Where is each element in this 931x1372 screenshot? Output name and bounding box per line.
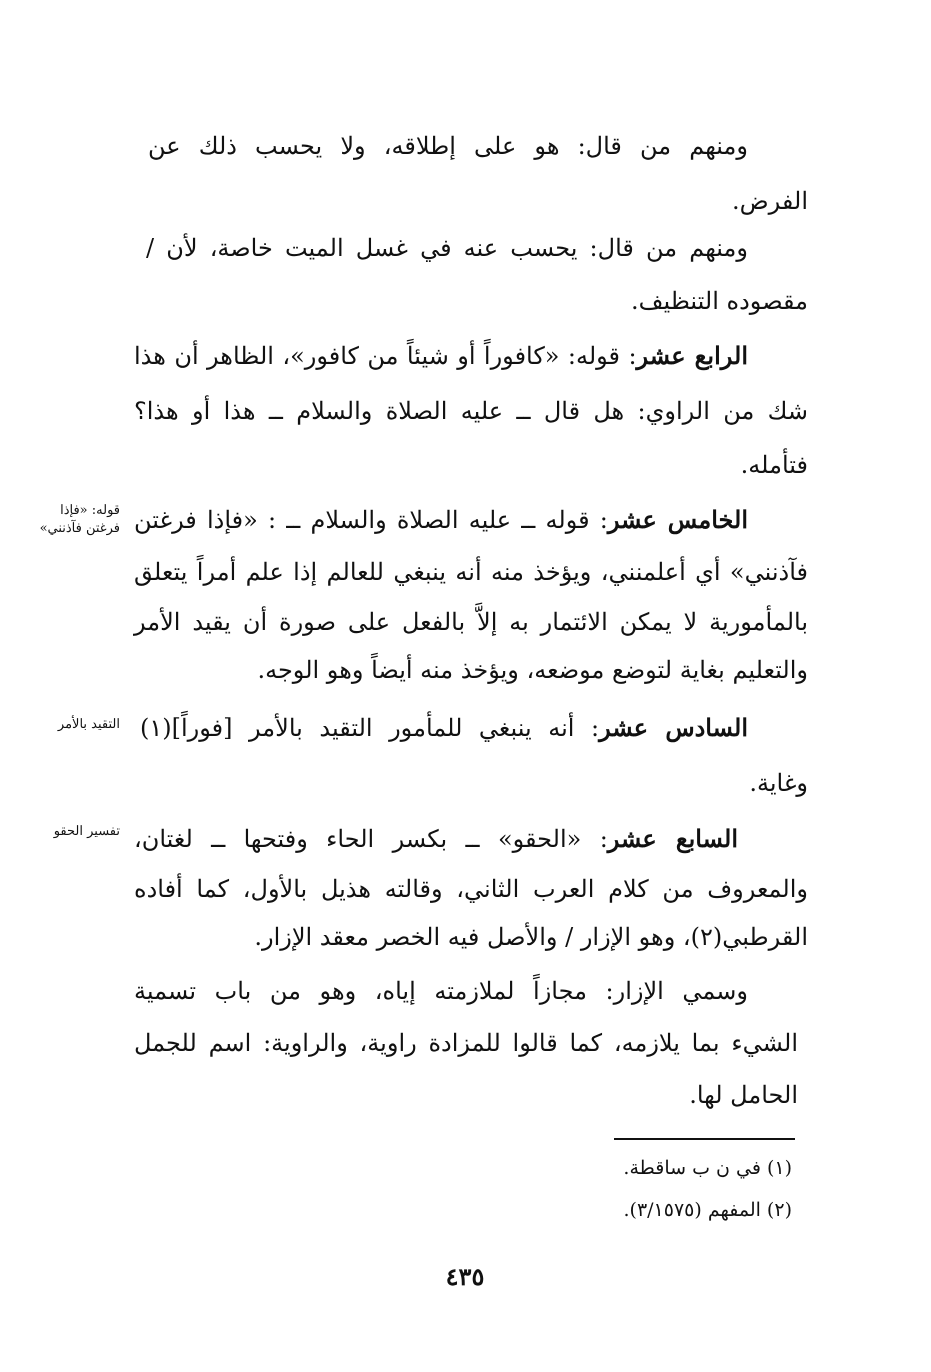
paragraph-4-line-1	[134, 505, 748, 535]
paragraph-2-line-1: ومنهم من قال: يحسب عنه في غسل الميت خاصة، لأن /	[146, 234, 748, 262]
paragraph-3-line-1-text: : قوله: «كافوراً أو شيئاً من كافور»، الظاهر أن هذا	[134, 342, 637, 370]
paragraph-7-line-3: الحامل لها.	[689, 1081, 798, 1109]
paragraph-1-line-1: ومنهم من قال: هو على إطلاقه، ولا يحسب ذلك عن	[148, 132, 748, 160]
margin-note-fariqtun	[22, 502, 120, 538]
paragraph-5-line-1	[140, 713, 748, 743]
footnote-1: (١) في ن ب ساقطة.	[623, 1157, 792, 1179]
paragraph-6-line-1-text: : «الحقو» ــ بكسر الحاء وفتحها ــ لغتان،	[134, 825, 608, 853]
margin-note-line-1: قوله: «فإذا	[60, 503, 120, 518]
paragraph-4-line-1-text: : قوله ــ عليه الصلاة والسلام ــ : «فإذا فرغتن	[134, 506, 608, 534]
section-heading-14: الرابع عشر	[636, 341, 749, 370]
paragraph-5-line-2: وغاية.	[749, 769, 808, 797]
page-number: ٤٣٥	[445, 1262, 485, 1291]
paragraph-1-line-2: الفرض.	[731, 187, 808, 215]
paragraph-3-line-2: شك من الراوي: هل قال ــ عليه الصلاة والسلام ــ هذا أو هذا؟	[134, 397, 808, 425]
paragraph-6-line-1	[134, 824, 738, 854]
footnote-separator	[614, 1138, 795, 1140]
paragraph-4-line-3: بالمأمورية لا يمكن الائتمار به إلاَّ بالفعل على صورة أن يقيد الأمر	[134, 608, 808, 636]
paragraph-4-line-4: والتعليم بغاية لتوضع موضعه، ويؤخذ منه أيضاً وهو الوجه.	[257, 656, 808, 684]
margin-note-haqw: تفسير الحقو	[53, 824, 120, 839]
paragraph-7-line-1: وسمي الإزار: مجازاً لملازمته إياه، وهو من باب تسمية	[134, 977, 748, 1005]
paragraph-2-line-2: مقصوده التنظيف.	[631, 287, 808, 315]
section-heading-16: السادس عشر	[599, 713, 749, 742]
section-heading-17: السابع عشر	[607, 824, 738, 853]
paragraph-4-line-2: فآذنني» أي أعلمنني، ويؤخذ منه أنه ينبغي للعالم إذا علم أمراً يتعلق	[134, 558, 808, 586]
paragraph-3-line-1	[134, 341, 748, 371]
paragraph-6-line-3: القرطبي(٢)، وهو الإزار / والأصل فيه الخصر معقد الإزار.	[254, 923, 808, 951]
margin-note-taqayyud: التقيد بالأمر	[57, 717, 120, 732]
paragraph-3-line-3: فتأمله.	[740, 451, 808, 479]
paragraph-7-line-2: الشيء بما يلازمه، كما قالوا للمزادة راوية، والراوية: اسم للجمل	[134, 1029, 798, 1057]
footnote-2: (٢) المفهم (٣/١٥٧٥).	[623, 1199, 792, 1221]
paragraph-6-line-2: والمعروف من كلام العرب الثاني، وقالته هذيل بالأول، كما أفاده	[134, 875, 808, 903]
paragraph-5-line-1-text: : أنه ينبغي للمأمور التقيد بالأمر [فوراً](١)	[140, 714, 600, 742]
section-heading-15: الخامس عشر	[607, 505, 748, 534]
margin-note-line-2: فرغتن فآذنني»	[39, 521, 120, 536]
